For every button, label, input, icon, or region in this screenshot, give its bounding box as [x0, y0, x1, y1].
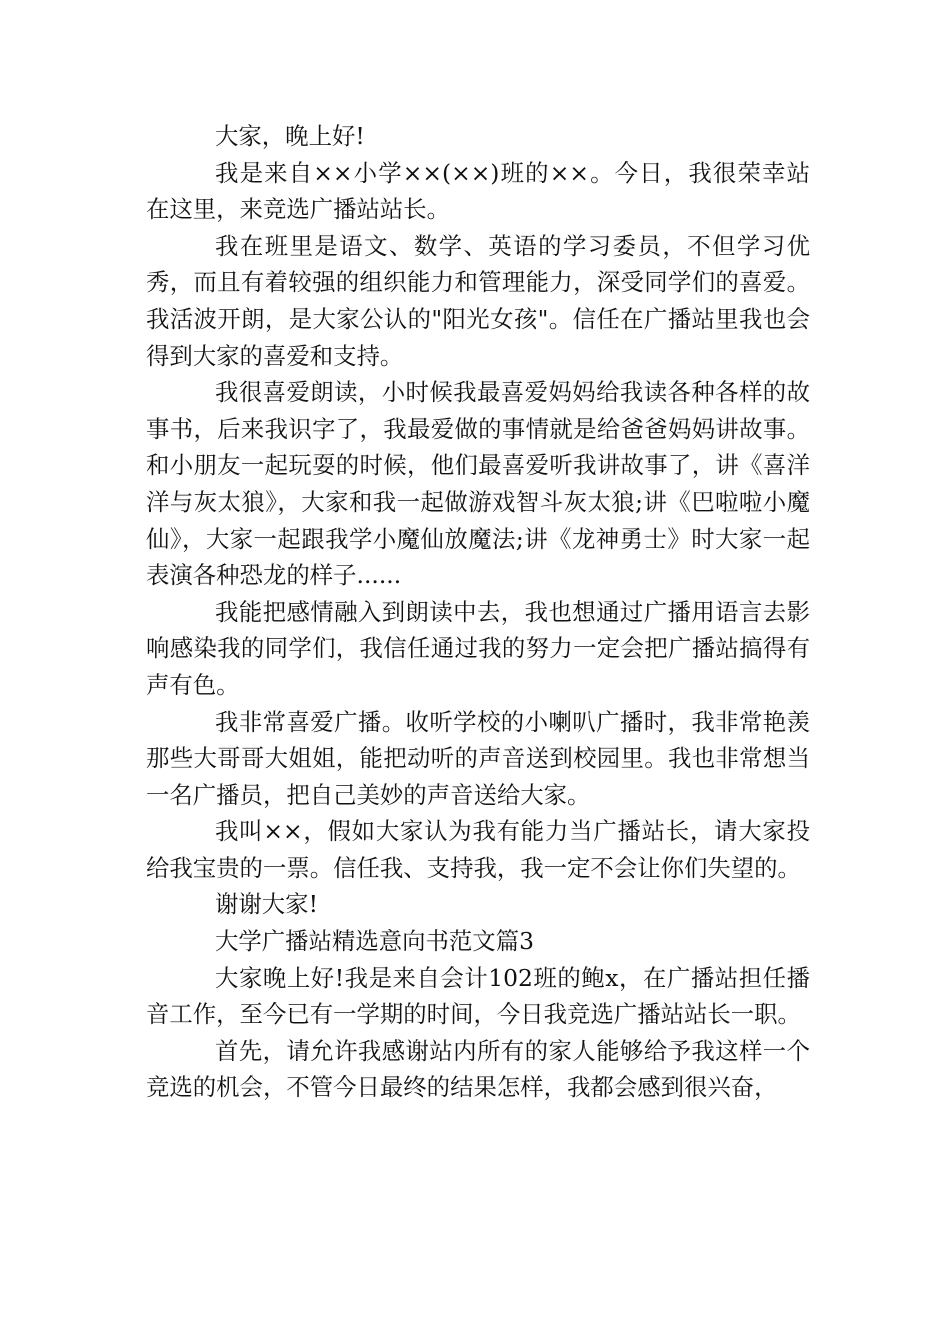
paragraph-introduction: 我是来自××小学××(××)班的××。今日，我很荣幸站在这里，来竞选广播站站长。	[146, 158, 810, 224]
paragraph-emotion-reading: 我能把感情融入到朗读中去，我也想通过广播用语言去影响感染我的同学们，我信任通过我的努力一定会把广播站搞得有声有色。	[146, 597, 810, 699]
paragraph-love-reading: 我很喜爱朗读，小时候我最喜爱妈妈给我读各种各样的故事书，后来我识字了，我最爱做的事情就是给爸爸妈妈讲故事。和小朋友一起玩耍的时候，他们最喜爱听我讲故事了，讲《喜洋洋与灰太狼》，大家和我一起做游戏智斗灰太狼;讲《巴啦啦小魔仙》，大家一起跟我学小魔仙放魔法;讲《龙神勇士》时大家一起表演各种恐龙的样子......	[146, 378, 810, 590]
paragraph-greeting: 大家，晚上好!	[215, 122, 365, 150]
paragraph-thanks: 谢谢大家!	[215, 890, 318, 919]
paragraph-vote-request: 我叫××，假如大家认为我有能力当广播站长，请大家投给我宝贵的一票。信任我、支持我，我一定不会让你们失望的。	[146, 817, 810, 882]
section-heading: 大学广播站精选意向书范文篇3	[215, 927, 534, 956]
paragraph-love-broadcast: 我非常喜爱广播。收听学校的小喇叭广播时，我非常艳羡那些大哥哥大姐姐，能把动听的声音送到校园里。我也非常想当一名广播员，把自己美妙的声音送给大家。	[146, 707, 810, 809]
paragraph-study-committee: 我在班里是语文、数学、英语的学习委员，不但学习优秀，而且有着较强的组织能力和管理能力，深受同学们的喜爱。我活波开朗，是大家公认的"阳光女孩"。信任在广播站里我也会得到大家的喜爱和支持。	[146, 231, 810, 370]
paragraph-second-greeting: 大家晚上好!我是来自会计102班的鲍x，在广播站担任播音工作，至今已有一学期的时间，今日我竞选广播站站长一职。	[146, 963, 810, 1029]
paragraph-gratitude: 首先，请允许我感谢站内所有的家人能够给予我这样一个竞选的机会，不管今日最终的结果怎样，我都会感到很兴奋，	[146, 1036, 810, 1102]
document-body	[146, 118, 810, 1106]
